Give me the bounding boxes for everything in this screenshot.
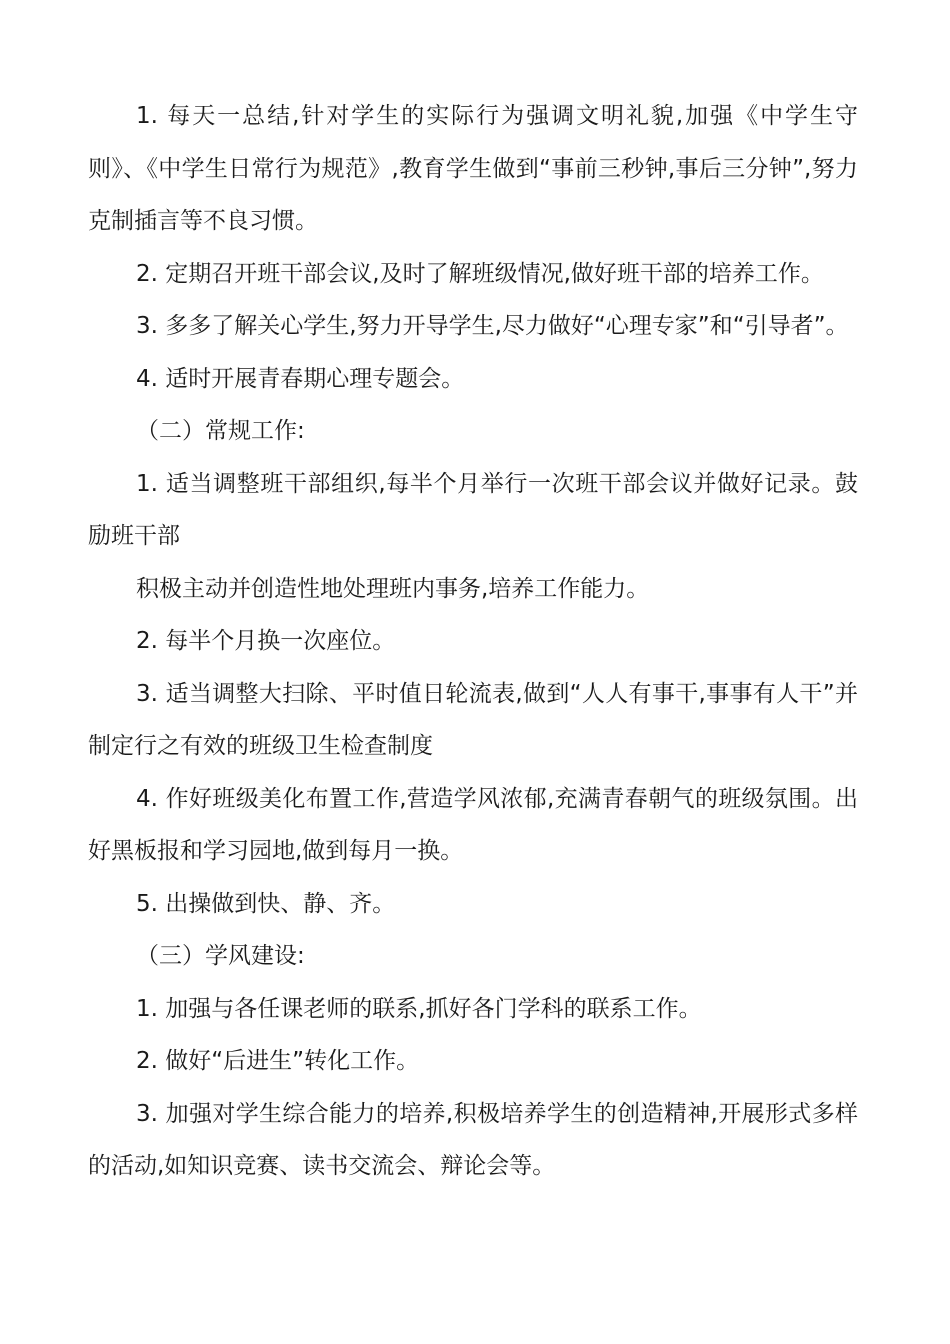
paragraph-item: 1. 适当调整班干部组织,每半个月举行一次班干部会议并做好记录。鼓励班干部 [88,470,858,549]
paragraph-item: 2. 定期召开班干部会议,及时了解班级情况,做好班干部的培养工作。 [136,260,824,287]
paragraph-item: 3. 适当调整大扫除、平时值日轮流表,做到“人人有事干,事事有人干”并制定行之有效的班级卫生检查制度 [88,680,858,759]
document-body [88,90,858,1193]
paragraph-item: 4. 适时开展青春期心理专题会。 [136,365,465,392]
paragraph-item: 3. 多多了解关心学生,努力开导学生,尽力做好“心理专家”和“引导者”。 [136,313,849,339]
paragraph-item: 2. 每半个月换一次座位。 [136,628,396,654]
paragraph-item: 积极主动并创造性地处理班内事务,培养工作能力。 [136,575,650,602]
paragraph-item: 5. 出操做到快、静、齐。 [136,890,396,917]
paragraph-item: 1. 加强与各任课老师的联系,抓好各门学科的联系工作。 [136,995,702,1022]
section-heading-routine: （二）常规工作: [136,418,305,444]
section-heading-study: （三）学风建设: [136,943,305,969]
paragraph-item: 3. 加强对学生综合能力的培养,积极培养学生的创造精神,开展形式多样的活动,如知识竞赛、读书交流会、辩论会等。 [88,1100,858,1179]
paragraph-item: 1. 每天一总结,针对学生的实际行为强调文明礼貌,加强《中学生守则》、《中学生日常行为规范》,教育学生做到“事前三秒钟,事后三分钟”,努力克制插言等不良习惯。 [88,103,858,234]
paragraph-item: 4. 作好班级美化布置工作,营造学风浓郁,充满青春朝气的班级氛围。出好黑板报和学习园地,做到每月一换。 [88,785,858,864]
paragraph-item: 2. 做好“后进生”转化工作。 [136,1048,420,1074]
